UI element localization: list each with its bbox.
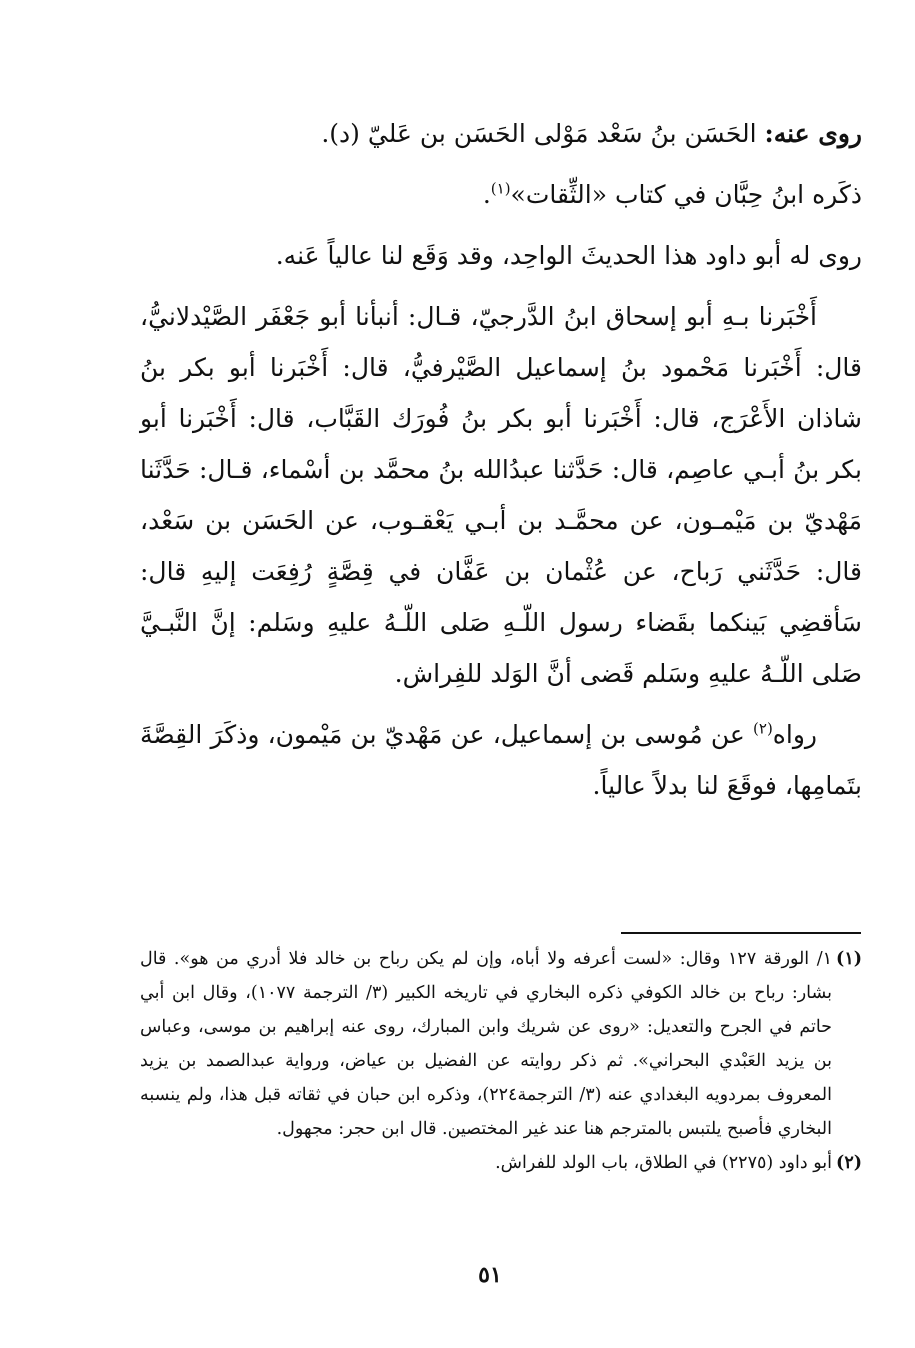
footnote-1 <box>140 942 862 1146</box>
paragraph-narrators <box>140 108 862 159</box>
footnotes <box>140 942 862 1180</box>
footnote-ref-1[interactable]: (١) <box>490 179 511 198</box>
footnote-divider <box>621 932 861 934</box>
riwaya-text: عن مُوسى بن إسماعيل، عن مَهْديّ بن مَيْمون، وذكَرَ القِصَّةَ بتَمامِها، فوقَعَ لنا بدلاً عالياً. <box>140 720 862 800</box>
page-number: ٥١ <box>478 1262 502 1288</box>
ibn-hibban-end: . <box>482 180 491 209</box>
abu-dawud-text: روى له أبو داود هذا الحديثَ الواحِد، وقد وَقَع لنا عالياً عَنه. <box>275 241 862 270</box>
paragraph-ibn-hibban <box>140 169 862 220</box>
footnote-1-text: ١/ الورقة ١٢٧ وقال: «لست أعرفه ولا أباه، وإن لم يكن رباح بن خالد فلا أدري من هو». قال بشار: رباح بن خالد الكوفي ذكره البخاري في تاريخه الكبير (٣/ الترجمة ١٠٧٧)، وقال ابن أبي حاتم في الجرح والتعديل: «روى عن شريك وابن المبارك، روى عنه إبراهيم بن موسى، وعباس بن يزيد العَبْدي البحراني». ثم ذكر روايته عن الفضيل بن عياض، ورواية عبدالصمد بن يزيد المعروف بمردويه البغدادي عنه (٣/ الترجمة٢٢٤)، وذكره ابن حبان في ثقاته قبل هذا، ولم ينسبه البخاري فأصبح يلتبس بالمترجم هنا عند غير المختصين. قال ابن حجر: مجهول. <box>140 949 832 1139</box>
footnote-2 <box>140 1146 862 1180</box>
main-text <box>140 108 862 821</box>
paragraph-riwaya <box>140 709 862 811</box>
narrators-text: الحَسَن بنُ سَعْد مَوْلى الحَسَن بن عَليّ (د). <box>321 119 765 148</box>
footnote-1-number: (١) <box>836 949 862 969</box>
footnote-2-text: أبو داود (٢٢٧٥) في الطلاق، باب الولد للفراش. <box>495 1153 832 1173</box>
riwaya-start: رواه <box>772 720 817 749</box>
narrators-lead: روى عنه: <box>764 119 862 148</box>
footnote-ref-2[interactable]: (٢) <box>753 719 773 738</box>
paragraph-abu-dawud <box>140 230 862 281</box>
ibn-hibban-text: ذكَره ابنُ حِبَّان في كتاب «الثِّقات» <box>510 180 862 209</box>
footnote-2-number: (٢) <box>836 1153 862 1173</box>
paragraph-isnad <box>140 291 862 699</box>
isnad-text: أَخْبَرنا بـهِ أبو إسحاق ابنُ الدَّرجيّ، قـال: أنبأنا أبو جَعْفَر الصَّيْدلانيُّ، قال: أَخْبَرنا مَحْمود بنُ إسماعيل الصَّيْرفيُّ، قال: أَخْبَرنا أبو بكر بنُ شاذان الأَعْرَج، قال: أَخْبَرنا أبو بكر بنُ فُورَك القَبَّاب، قال: أَخْبَرنا أبو بكر بنُ أبـي عاصِم، قال: حَدَّثنا عبدُالله بنُ محمَّد بن أسْماء، قـال: حَدَّثَنا مَهْديّ بن مَيْمـون، عن محمَّـد بن أبـي يَعْقـوب، عن الحَسَن بن سَعْد، قال: حَدَّثَني رَباح، عن عُثْمان بن عَفَّان في قِصَّةٍ رُفِعَت إليهِ قال: سَأقضِي بَينكما بقَضاء رسول اللّـهِ صَلى اللّـهُ عليهِ وسَلم: إنَّ النَّبـيَّ صَلى اللّـهُ عليهِ وسَلم قَضى أنَّ الوَلد للفِراش. <box>140 302 862 688</box>
